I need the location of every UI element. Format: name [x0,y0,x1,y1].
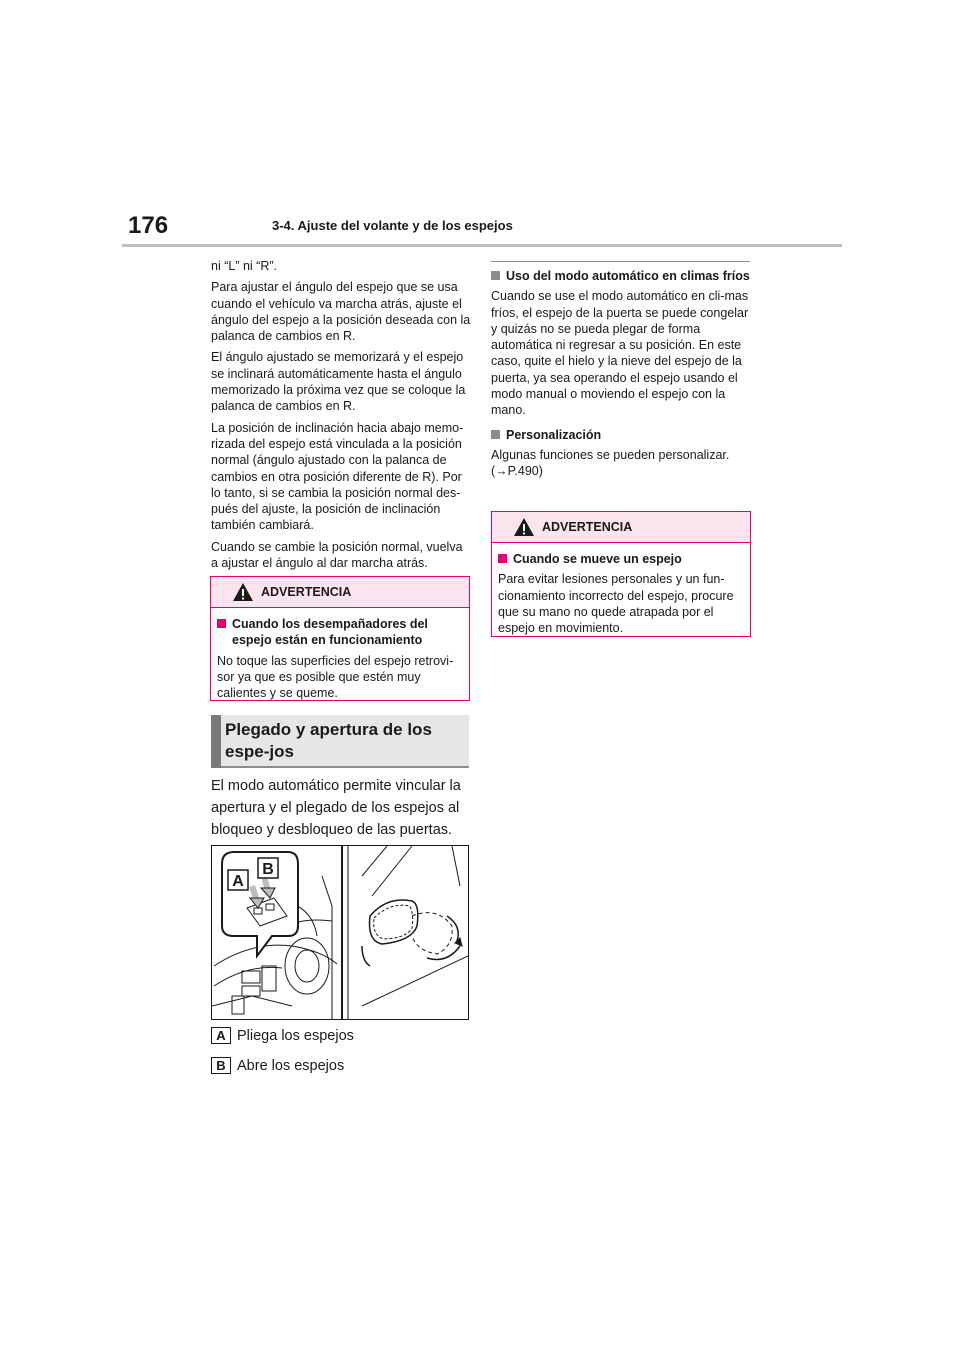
left-column-text [211,258,471,576]
legend-item-a [211,1027,354,1044]
paragraph: Para ajustar el ángulo del espejo que se usa cuando el vehículo va marcha atrás, ajuste el ángulo del espejo a la posición deseada con la palanca de cambios en R. [211,280,471,344]
warning-title: ADVERTENCIA [261,585,352,599]
square-bullet-icon [217,619,226,628]
warning-box-moving-mirror [491,511,751,637]
legend-item-b [211,1057,344,1074]
warning-header [211,577,469,608]
warning-title: ADVERTENCIA [542,520,633,534]
legend-text: Pliega los espejos [237,1027,354,1044]
warning-box-defogger [210,576,470,701]
heading-accent-bar [211,715,221,768]
square-bullet-icon [491,430,500,439]
warning-subtitle-text: Cuando se mueve un espejo [513,552,682,566]
label-b: B [262,861,274,878]
legend-text: Abre los espejos [237,1057,345,1074]
legend-key: A [211,1027,231,1044]
warning-subtitle-text: Cuando los desempañadores del espejo están en funcionamiento [232,617,428,648]
section-title: 3-4. Ajuste del volante y de los espejos [272,218,513,233]
header-divider [122,244,842,247]
section-heading [211,715,469,768]
paragraph: ni “L” ni “R”. [211,259,277,273]
subheading-customization [491,427,751,443]
illustration-drawing [212,846,468,1019]
page-number: 176 [128,212,169,239]
warning-body [492,543,750,642]
heading-text: Plegado y apertura de los espe-jos [225,720,432,761]
warning-triangle-icon [232,582,254,602]
warning-subtitle [498,551,744,567]
square-bullet-icon [498,554,507,563]
subheading-cold-climate [491,268,751,284]
warning-body [211,608,469,707]
warning-text: Para evitar lesiones personales y un fun-cionamiento incorrecto del espejo, procure que su mano no quede atrapada por el espejo en movimiento. [498,572,734,636]
paragraph: Algunas funciones se pueden personalizar. (→P.490) [491,447,730,479]
warning-subtitle [217,616,463,649]
intro-paragraph: El modo automático permite vincular la apertura y el plegado de los espejos al bloqueo y desbloqueo de las puertas. [211,778,461,838]
mirror-switch-illustration [211,845,469,1020]
paragraph: Cuando se use el modo automático en cli-mas fríos, el espejo de la puerta se puede congelar y quizás no se pueda plegar de forma automática ni regresar a su posición. En este caso, quite el hielo y la nieve del espejo de la puerta, ya sea operando el espejo usando el modo manual o moviendo el espejo con la mano. [491,289,749,418]
subheading-text: Personalización [506,427,602,442]
right-column-text [491,262,751,485]
warning-text: No toque las superficies del espejo retrovi-sor ya que es posible que estén muy calientes y se queme. [217,653,454,701]
square-bullet-icon [491,271,500,280]
legend-key: B [211,1057,231,1074]
paragraph: Cuando se cambie la posición normal, vuelva a ajustar el ángulo al dar marcha atrás. [211,539,463,571]
warning-header [492,512,750,543]
label-a: A [232,873,244,890]
paragraph: El ángulo ajustado se memorizará y el espejo se inclinará automáticamente hasta el ángulo memorizado la próxima vez que se coloque la palanca de cambios en R. [211,350,466,414]
paragraph: La posición de inclinación hacia abajo memo-rizada del espejo está vinculada a la posición normal (ángulo ajustado con la palanca de cambios en otra posición diferente de R). Por lo tanto, si se cambia la posición normal des-pués del ajuste, la posición de inclinación también cambiará. [211,420,464,533]
warning-triangle-icon [513,517,535,537]
subheading-text: Uso del modo automático en climas fríos [506,269,750,283]
